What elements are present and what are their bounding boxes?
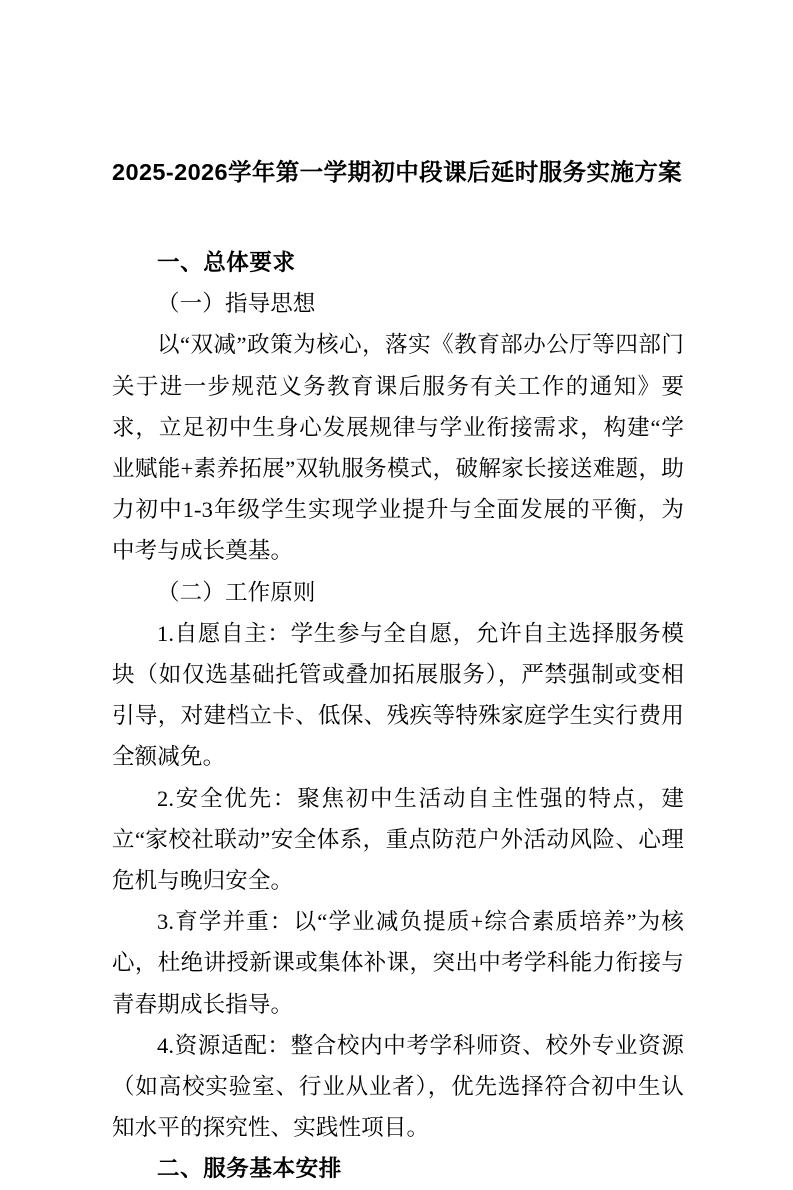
section-subheading: （二）工作原则 bbox=[157, 579, 316, 605]
section-heading: 二、服务基本安排 bbox=[157, 1156, 342, 1182]
body-paragraph: 3.育学并重：以“学业减负提质+综合素质培养”为核心，杜绝讲授新课或集体补课，突出中考学科能力衔接与青春期成长指导。 bbox=[112, 909, 684, 1017]
body-paragraph: 2.安全优先：聚焦初中生活动自主性强的特点，建立“家校社联动”安全体系，重点防范户外活动风险、心理危机与晚归安全。 bbox=[112, 785, 684, 894]
title-spacer bbox=[112, 192, 684, 242]
body-paragraph: 4.资源适配：整合校内中考学科师资、校外专业资源（如高校实验室、行业从业者），优先选择符合初中生认知水平的探究性、实践性项目。 bbox=[112, 1032, 684, 1141]
body-paragraph: 以“双减”政策为核心，落实《教育部办公厅等四部门关于进一步规范义务教育课后服务有关工作的通知》要求，立足初中生身心发展规律与学业衔接需求，构建“学业赋能+素养拓展”双轨服务模式，破解家长接送难题，助力初中1-3年级学生实现学业提升与全面发展的平衡，为中考与成长奠基。 bbox=[112, 332, 684, 564]
body-paragraph: 1.自愿自主：学生参与全自愿，允许自主选择服务模块（如仅选基础托管或叠加拓展服务），严禁强制或变相引导，对建档立卡、低保、残疾等特殊家庭学生实行费用全额减免。 bbox=[112, 620, 684, 770]
page-title: 2025-2026学年第一学期初中段课后延时服务实施方案 bbox=[112, 159, 683, 185]
document-content bbox=[112, 152, 684, 1190]
document-body bbox=[112, 242, 684, 1190]
section-heading: 一、总体要求 bbox=[157, 250, 296, 275]
section-subheading: （一）指导思想 bbox=[157, 291, 316, 317]
